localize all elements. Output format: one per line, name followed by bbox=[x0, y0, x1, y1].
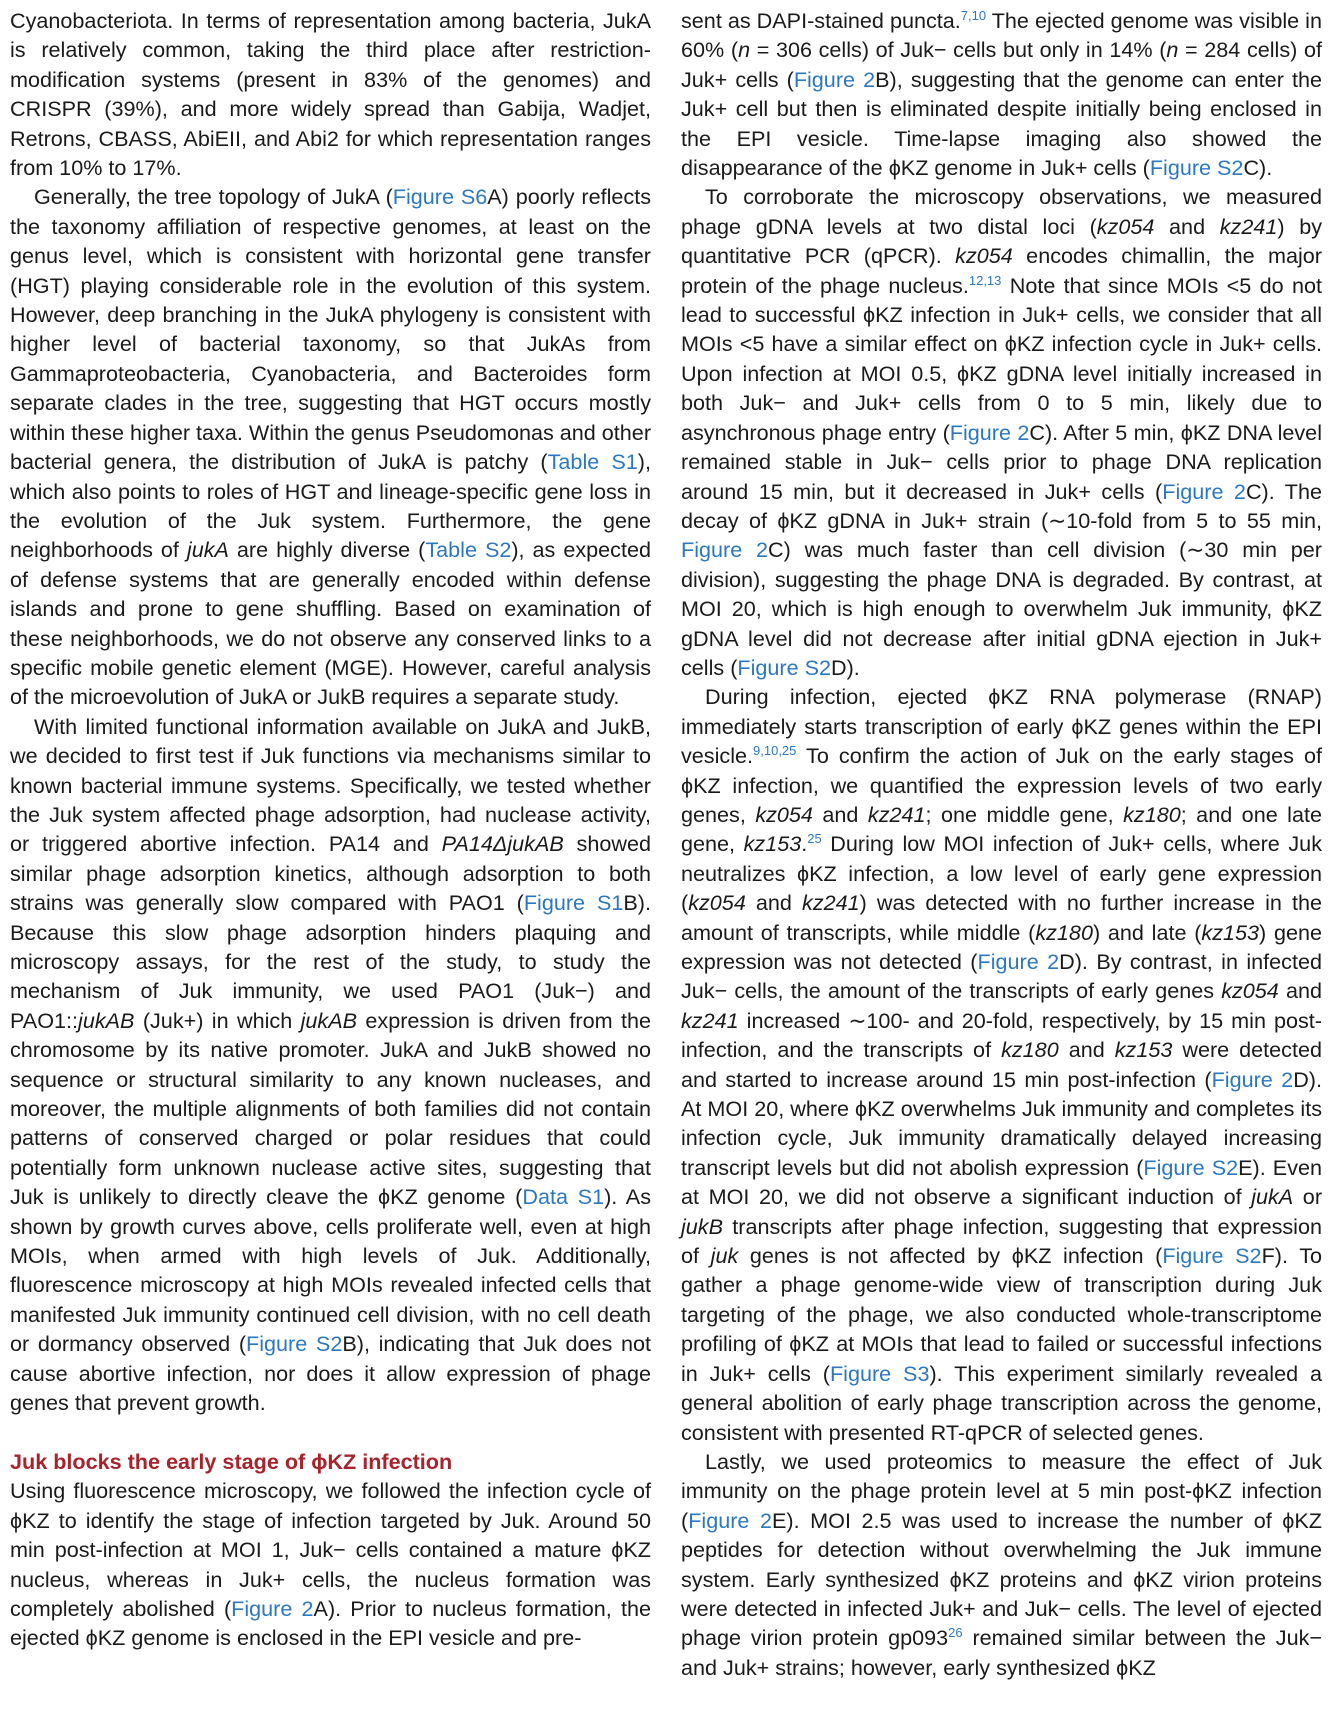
citation-superscript[interactable]: 25 bbox=[807, 831, 822, 847]
paragraph-transcription bbox=[681, 682, 1322, 1447]
figure-reference-link[interactable]: Table S2 bbox=[425, 537, 512, 563]
citation-superscript[interactable]: 26 bbox=[948, 1625, 963, 1641]
text-run: D). bbox=[831, 654, 860, 680]
text-run: C). The decay of ϕKZ gDNA in Juk+ strain (∼10-fold from 5 to 55 min, bbox=[681, 478, 1322, 533]
section-heading: Juk blocks the early stage of ϕKZ infection bbox=[10, 1448, 453, 1474]
italic-term: kz241 bbox=[1219, 213, 1278, 239]
italic-term: n bbox=[1166, 37, 1179, 63]
citation-superscript[interactable]: 12,13 bbox=[968, 272, 1002, 288]
italic-term: kz054 bbox=[755, 801, 813, 827]
italic-term: jukAB bbox=[78, 1007, 135, 1033]
figure-reference-link[interactable]: Figure S2 bbox=[1162, 1243, 1262, 1269]
italic-term: kz054 bbox=[955, 243, 1013, 269]
text-run: A). Prior to nucleus formation, the ejected ϕKZ genome is enclosed in the EPI vesicle and pre- bbox=[10, 1595, 651, 1651]
text-run: C). After 5 min, ϕKZ DNA level remained stable in Juk− cells prior to phage DNA replication around 15 min, but it decreased in Juk+ cells ( bbox=[681, 419, 1322, 504]
italic-term: juk bbox=[710, 1243, 739, 1269]
figure-reference-link[interactable]: Table S1 bbox=[547, 449, 638, 475]
figure-reference-link[interactable]: Figure 2 bbox=[793, 66, 876, 92]
text-run: showed similar phage adsorption kinetics, although adsorption to both strains was generally slow compared with PAO1 ( bbox=[10, 831, 651, 916]
text-run: With limited functional information available on JukA and JukB, we decided to first test if Juk functions via mechanisms similar to known bacterial immune systems. Specifically, we tested whether the Juk system affected phage adsorption, had nuclease activity, or triggered abortive infection. PA14 and bbox=[10, 713, 651, 857]
text-run: encodes chimallin, the major protein of the phage nucleus. bbox=[681, 243, 1322, 298]
text-run: and bbox=[1058, 1037, 1115, 1063]
text-run: To confirm the action of Juk on the early stages of ϕKZ infection, we quantified the expression levels of two early genes, bbox=[681, 743, 1322, 827]
text-run: To corroborate the microscopy observations, we measured phage gDNA levels at two distal loci ( bbox=[681, 184, 1322, 239]
text-run: ), as expected of defense systems that are generally encoded within defense islands and prone to gene shuffling. Based on examination of these neighborhoods, we do not observe any conserved links to a specific mobile genetic element (MGE). However, careful analysis of the microevolution of JukA or JukB requires a separate study. bbox=[10, 537, 651, 710]
paragraph-tree-topology bbox=[10, 182, 651, 711]
paragraph-dapi-puncta bbox=[681, 6, 1322, 182]
italic-term: jukAB bbox=[300, 1007, 358, 1033]
left-column bbox=[10, 6, 651, 1653]
text-run: ), which also points to roles of HGT and lineage-specific gene loss in the evolution of the Juk system. Furthermore, the gene neighborhoods of bbox=[10, 449, 651, 563]
citation-superscript[interactable]: 7,10 bbox=[960, 8, 987, 23]
text-run: During infection, ejected ϕKZ RNA polymerase (RNAP) immediately starts transcription of early ϕKZ genes within the EPI vesicle. bbox=[681, 684, 1322, 769]
text-run: = 284 cells) of Juk+ cells ( bbox=[681, 37, 1322, 92]
figure-reference-link[interactable]: Figure 2 bbox=[977, 949, 1060, 974]
text-run: ) was detected with no further increase in the amount of transcripts, while middle ( bbox=[681, 890, 1323, 945]
text-run: and bbox=[745, 890, 803, 916]
figure-reference-link[interactable]: Figure S2 bbox=[737, 654, 832, 680]
text-run: expression is driven from the chromosome by its native promoter. JukA and JukB showed no sequence or structural similarity to any known nucleases, and moreover, the multiple alignments of both families did not contain patterns of conserved charged or polar residues that could potentially form unknown nuclease active sites, suggesting that Juk is unlikely to directly cleave the ϕKZ genome ( bbox=[10, 1007, 651, 1210]
figure-reference-link[interactable]: Figure 2 bbox=[1211, 1066, 1294, 1092]
figure-reference-link[interactable]: Figure S2 bbox=[246, 1331, 343, 1357]
italic-term: kz054 bbox=[1096, 213, 1155, 239]
text-run: Cyanobacteriota. In terms of representation among bacteria, JukA is relatively common, taking the third place after restriction-modification systems (present in 83% of the genomes) and CRISPR (39%), and more widely spread than Gabija, Wadjet, Retrons, CBASS, AbiEII, and Abi2 for which representation ranges from 10% to 17%. bbox=[10, 8, 651, 181]
italic-term: kz153 bbox=[1114, 1037, 1173, 1063]
text-run: C). bbox=[1243, 155, 1273, 181]
text-run: E). Even at MOI 20, we did not observe a significant induction of bbox=[681, 1154, 1323, 1210]
text-run: ) and late ( bbox=[1092, 919, 1202, 945]
italic-term: kz180 bbox=[1123, 801, 1181, 827]
italic-term: kz180 bbox=[1001, 1037, 1059, 1063]
italic-term: jukA bbox=[1251, 1184, 1294, 1210]
italic-term: n bbox=[738, 37, 751, 63]
text-run: sent as DAPI-stained puncta. bbox=[681, 8, 961, 33]
text-run: transcripts after phage infection, suggesting that expression of bbox=[681, 1213, 1322, 1269]
text-run: A) poorly reflects the taxonomy affiliation of respective genomes, at least on the genus level, which is consistent with horizontal gene transfer (HGT) playing considerable role in the evolution of this system. However, deep branching in the JukA phylogeny is consistent with higher level of bacterial taxonomy, so that JukAs from Gammaproteobacteria, Cyanobacteria, and Bacteroides form separate clades in the tree, suggesting that HGT occurs mostly within these higher taxa. Within the genus Pseudomonas and other bacterial genera, the distribution of JukA is patchy ( bbox=[10, 184, 652, 475]
text-run: (Juk+) in which bbox=[134, 1007, 301, 1033]
italic-term: kz180 bbox=[1035, 919, 1093, 945]
text-run: ; and one late gene, bbox=[681, 801, 1322, 857]
text-run: genes is not affected by ϕKZ infection ( bbox=[738, 1243, 1163, 1269]
italic-term: jukA bbox=[186, 537, 229, 563]
text-run: are highly diverse ( bbox=[228, 537, 426, 563]
right-column bbox=[681, 6, 1322, 1682]
text-run: Lastly, we used proteomics to measure the effect of Juk immunity on the phage protein level at 5 min post-ϕKZ infection ( bbox=[681, 1448, 1322, 1533]
text-run: D). By contrast, in infected Juk− cells, the amount of the transcripts of early genes bbox=[681, 949, 1322, 1004]
figure-reference-link[interactable]: Figure 2 bbox=[688, 1507, 772, 1533]
text-run: and bbox=[1154, 213, 1220, 239]
citation-superscript[interactable]: 9,10,25 bbox=[753, 743, 797, 759]
figure-reference-link[interactable]: Figure 2 bbox=[231, 1595, 314, 1621]
text-run: were detected and started to increase around 15 min post-infection ( bbox=[681, 1037, 1323, 1092]
text-run: C) was much faster than cell division (∼30 min per division), suggesting the phage DNA is degraded. By contrast, at MOI 20, which is high enough to overwhelm Juk immunity, ϕKZ gDNA level did not decrease after initial gDNA ejection in Juk+ cells ( bbox=[681, 537, 1322, 680]
text-run: Generally, the tree topology of JukA ( bbox=[34, 184, 393, 210]
paragraph-proteomics bbox=[681, 1447, 1322, 1682]
italic-term: kz153 bbox=[743, 831, 802, 857]
text-run: B). Because this slow phage adsorption hinders plaquing and microscopy assays, for the rest of the study, to study the mechanism of Juk immunity, we used PAO1 (Juk−) and PAO1:: bbox=[10, 890, 651, 1033]
text-run: D). At MOI 20, where ϕKZ overwhelms Juk immunity and completes its infection cycle, Juk immunity dramatically delayed increasing transcript levels but did not abolish expression ( bbox=[681, 1066, 1322, 1180]
text-run: ) gene expression was not detected ( bbox=[681, 919, 1322, 974]
paragraph-qpcr bbox=[681, 182, 1322, 682]
text-run: and bbox=[1278, 978, 1322, 1004]
text-run: and bbox=[812, 801, 868, 827]
figure-reference-link[interactable]: Figure S2 bbox=[1149, 155, 1244, 181]
italic-term: kz241 bbox=[867, 801, 926, 827]
text-run: or bbox=[1293, 1184, 1323, 1210]
figure-reference-link[interactable]: Figure 2 bbox=[949, 419, 1030, 445]
text-run: Note that since MOIs <5 do not lead to successful ϕKZ infection in Juk+ cells, we consider that all MOIs <5 have a similar effect on ϕKZ infection cycle in Juk+ cells. Upon infection at MOI 0.5, ϕKZ gDNA level initially increased in both Juk− and Juk+ cells from 0 to 5 min, likely due to asynchronous phage entry ( bbox=[681, 272, 1322, 445]
text-run: B), suggesting that the genome can enter the Juk+ cell but then is eliminated despite initially being enclosed in the EPI vesicle. Time-lapse imaging also showed the disappearance of the ϕKZ genome in Juk+ cells ( bbox=[681, 66, 1323, 181]
figure-reference-link[interactable]: Data S1 bbox=[522, 1184, 605, 1210]
figure-reference-link[interactable]: Figure S1 bbox=[523, 890, 624, 916]
paragraph-fluorescence-microscopy bbox=[10, 1476, 651, 1652]
italic-term: kz241 bbox=[681, 1007, 739, 1033]
italic-term: kz054 bbox=[688, 890, 746, 916]
text-run: ; one middle gene, bbox=[925, 801, 1124, 827]
text-run: . bbox=[801, 831, 808, 857]
italic-term: PA14ΔjukAB bbox=[441, 831, 564, 857]
text-run: Using fluorescence microscopy, we followed the infection cycle of ϕKZ to identify the stage of infection targeted by Juk. Around 50 min post-infection at MOI 1, Juk− cells contained a mature ϕKZ nucleus, whereas in Juk+ cells, the nucleus formation was completely abolished ( bbox=[10, 1478, 651, 1621]
figure-reference-link[interactable]: Figure S6 bbox=[392, 184, 488, 210]
text-run: B), indicating that Juk does not cause abortive infection, nor does it allow expression of phage genes that prevent growth. bbox=[10, 1331, 651, 1416]
text-run: E). MOI 2.5 was used to increase the number of ϕKZ peptides for detection without overwhelming the Juk immune system. Early synthesized ϕKZ proteins and ϕKZ virion proteins were detected in infected Juk+ and Juk− cells. The level of ejected phage virion protein gp093 bbox=[681, 1507, 1322, 1651]
text-run: The ejected genome was visible in 60% ( bbox=[681, 8, 1322, 63]
text-run: = 306 cells) of Juk− cells but only in 14% ( bbox=[750, 37, 1167, 63]
text-run: increased ∼100- and 20-fold, respectively, by 15 min post-infection, and the transcripts of bbox=[681, 1007, 1322, 1063]
italic-term: kz054 bbox=[1221, 978, 1279, 1004]
text-run: ). As shown by growth curves above, cells proliferate well, even at high MOIs, when armed with high levels of Juk. Additionally, fluorescence microscopy at high MOIs revealed infected cells that manifested Juk immunity continued cell division, with no cell death or dormancy observed ( bbox=[10, 1184, 651, 1357]
text-run: F). To gather a phage genome-wide view of transcription during Juk targeting of the phage, we also conducted whole-transcriptome profiling of ϕKZ at MOIs that lead to failed or successful infections in Juk+ cells ( bbox=[681, 1243, 1323, 1386]
figure-reference-link[interactable]: Figure 2 bbox=[681, 537, 769, 563]
italic-term: kz153 bbox=[1201, 919, 1260, 945]
italic-term: jukB bbox=[681, 1213, 724, 1239]
text-run: ) by quantitative PCR (qPCR). bbox=[681, 213, 1322, 269]
italic-term: kz241 bbox=[802, 890, 860, 916]
paragraph-representation bbox=[10, 6, 651, 182]
figure-reference-link[interactable]: Figure S3 bbox=[829, 1360, 930, 1386]
figure-reference-link[interactable]: Figure S2 bbox=[1143, 1154, 1239, 1180]
text-run: During low MOI infection of Juk+ cells, where Juk neutralizes ϕKZ infection, a low level of early gene expression ( bbox=[681, 831, 1322, 916]
paragraph-functional-tests bbox=[10, 712, 651, 1418]
text-run: remained similar between the Juk− and Juk+ strains; however, early synthesized ϕKZ bbox=[681, 1625, 1322, 1680]
figure-reference-link[interactable]: Figure 2 bbox=[1162, 478, 1246, 504]
text-run: ). This experiment similarly revealed a general abolition of early phage transcription across the genome, consistent with presented RT-qPCR of selected genes. bbox=[681, 1360, 1322, 1445]
